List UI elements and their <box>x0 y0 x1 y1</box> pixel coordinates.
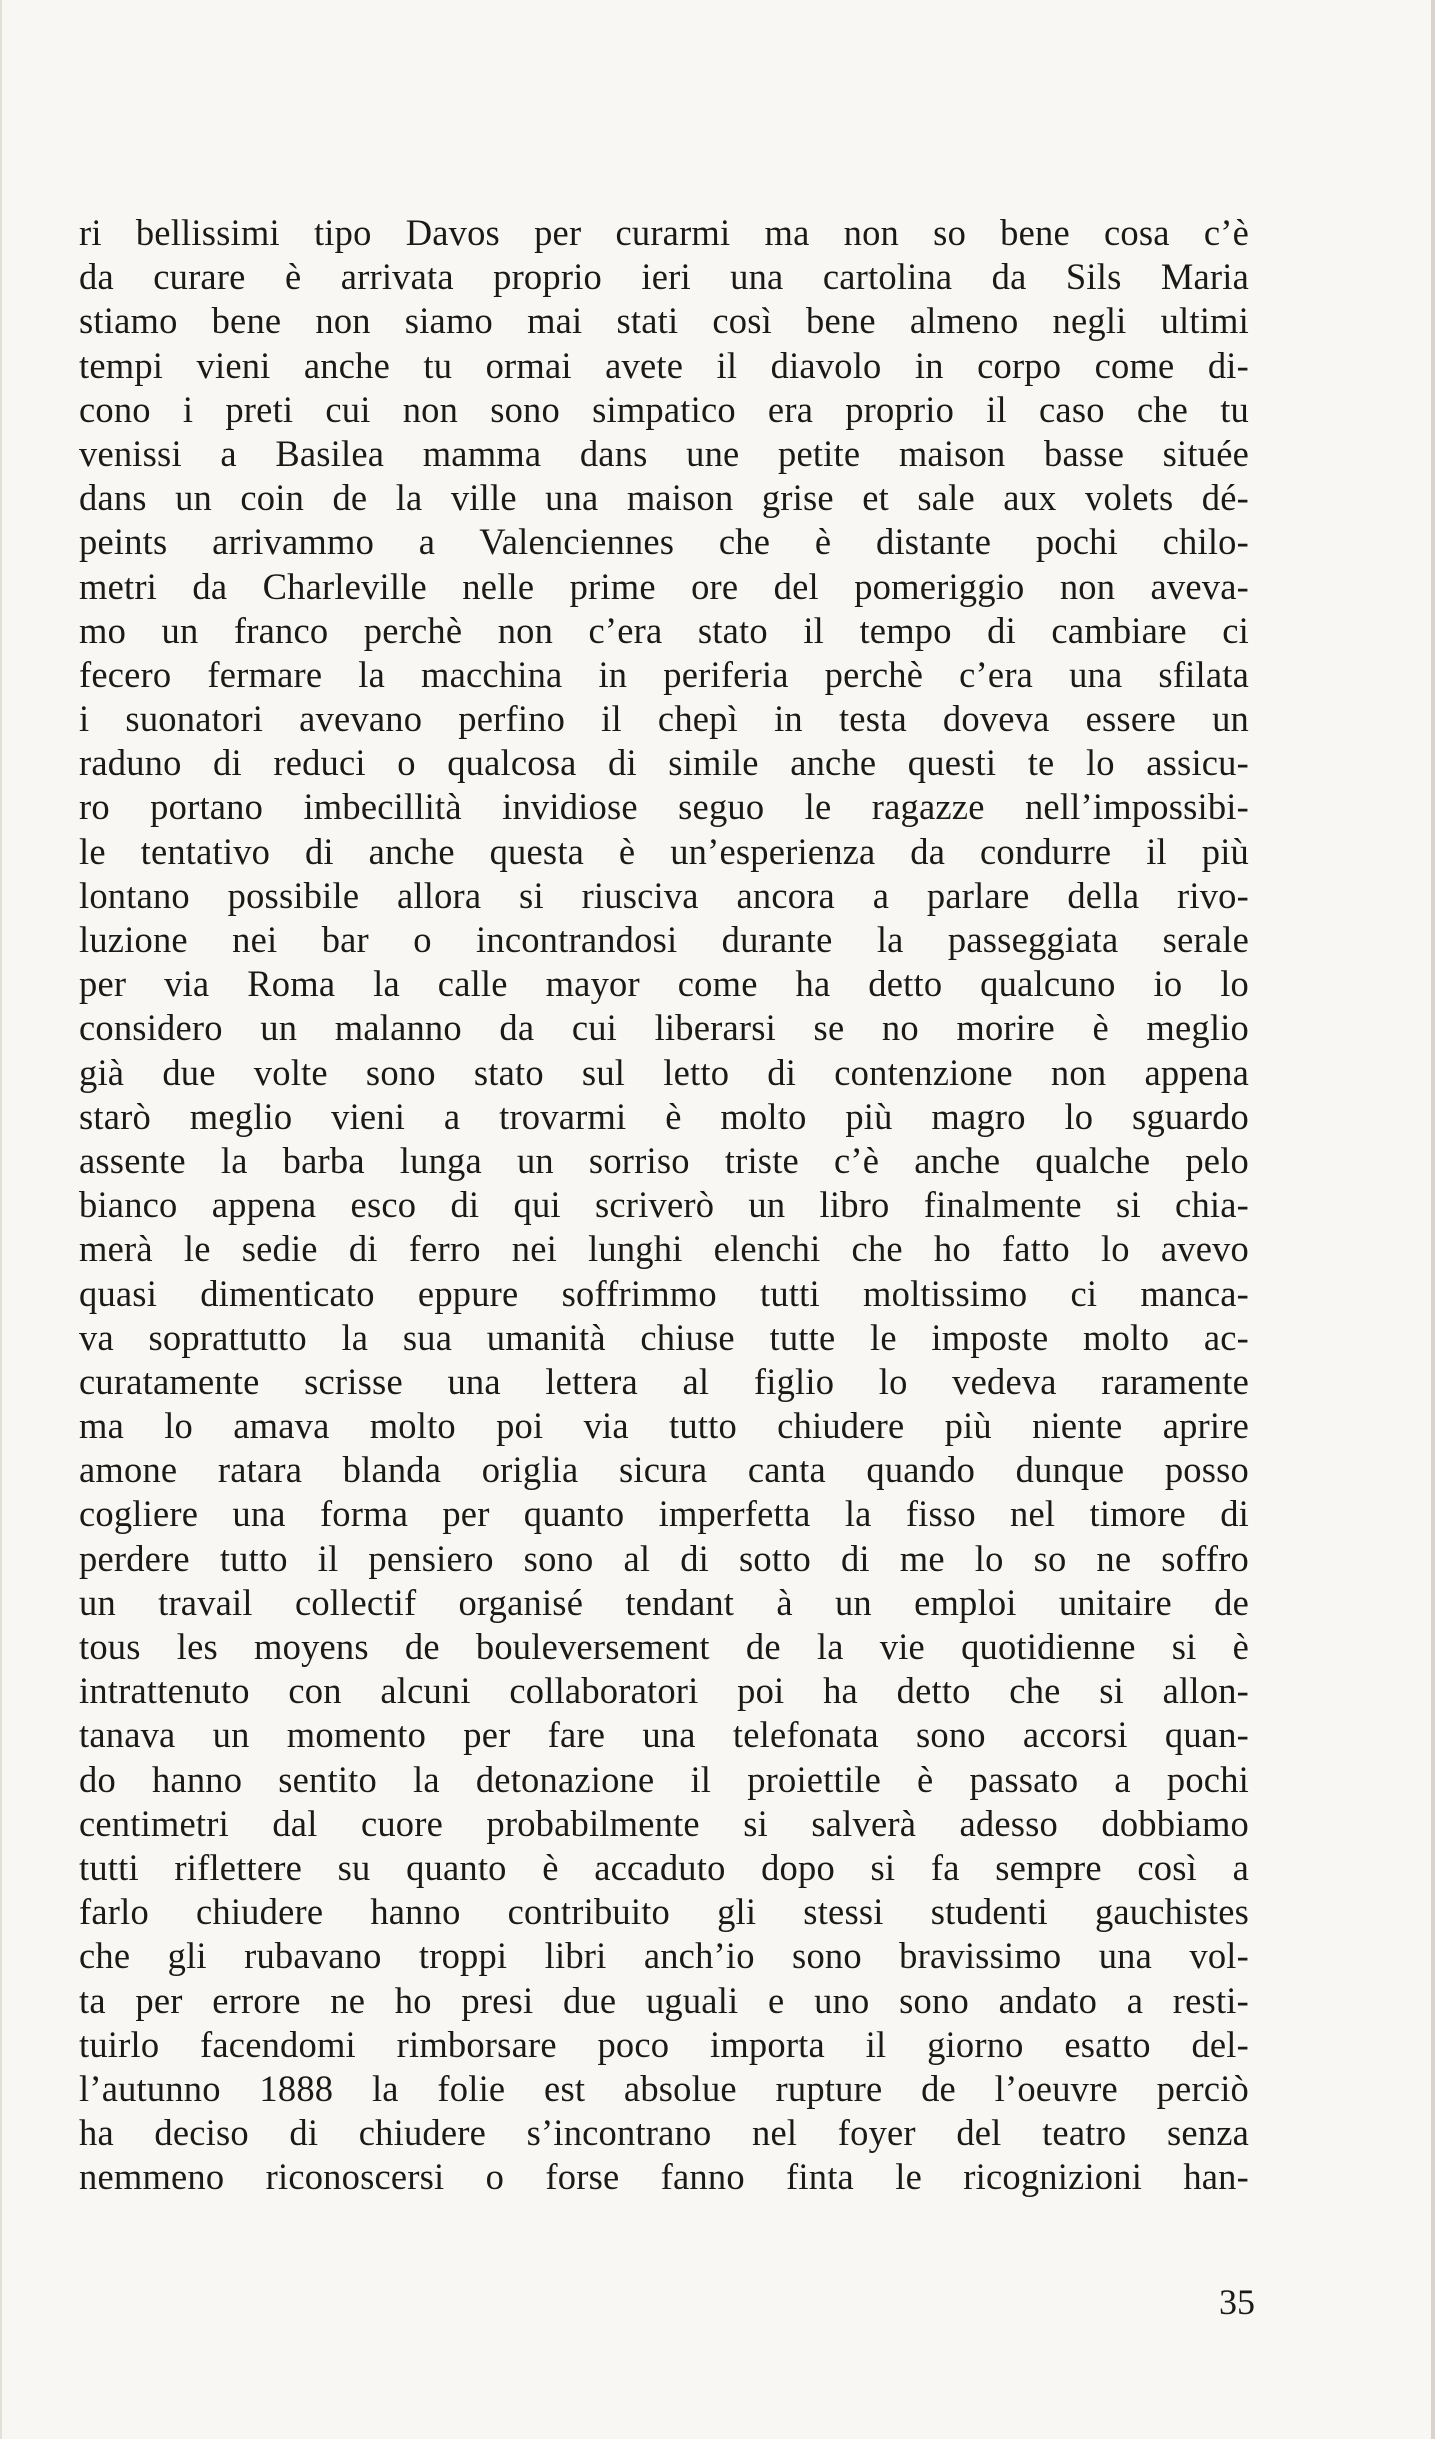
text-line: tempi vieni anche tu ormai avete il diavolo in corpo come di- <box>79 344 1249 386</box>
page-right-edge <box>1431 0 1435 2439</box>
text-line: dans un coin de la ville una maison grise et sale aux volets dé- <box>79 477 1249 519</box>
text-line: cogliere una forma per quanto imperfetta la fisso nel timore di <box>79 1493 1249 1535</box>
text-line: intrattenuto con alcuni collaboratori poi ha detto che si allon- <box>79 1670 1249 1712</box>
text-line: starò meglio vieni a trovarmi è molto più magro lo sguardo <box>79 1095 1249 1137</box>
text-line: i suonatori avevano perfino il chepì in testa doveva essere un <box>79 698 1249 740</box>
text-line: va soprattutto la sua umanità chiuse tutte le imposte molto ac- <box>79 1316 1249 1358</box>
text-line: curatamente scrisse una lettera al figlio lo vedeva raramente <box>79 1360 1249 1402</box>
text-line: lontano possibile allora si riusciva ancora a parlare della rivo- <box>79 874 1249 916</box>
text-line: che gli rubavano troppi libri anch’io sono bravissimo una vol- <box>79 1935 1249 1977</box>
text-line: le tentativo di anche questa è un’esperienza da condurre il più <box>79 830 1249 872</box>
text-line: merà le sedie di ferro nei lunghi elenchi che ho fatto lo avevo <box>79 1228 1249 1270</box>
text-line: stiamo bene non siamo mai stati così bene almeno negli ultimi <box>79 300 1249 342</box>
text-line: bianco appena esco di qui scriverò un libro finalmente si chia- <box>79 1184 1249 1226</box>
text-line: un travail collectif organisé tendant à un emploi unitaire de <box>79 1581 1249 1623</box>
text-line: nemmeno riconoscersi o forse fanno finta le ricognizioni han- <box>79 2156 1249 2198</box>
text-line: tuirlo facendomi rimborsare poco importa il giorno esatto del- <box>79 2023 1249 2065</box>
text-line: l’autunno 1888 la folie est absolue rupture de l’oeuvre perciò <box>79 2067 1249 2109</box>
text-line: quasi dimenticato eppure soffrimmo tutti moltissimo ci manca- <box>79 1272 1249 1314</box>
text-line: centimetri dal cuore probabilmente si salverà adesso dobbiamo <box>79 1802 1249 1844</box>
text-line: raduno di reduci o qualcosa di simile anche questi te lo assicu- <box>79 742 1249 784</box>
text-line: ta per errore ne ho presi due uguali e uno sono andato a resti- <box>79 1979 1249 2021</box>
text-line: assente la barba lunga un sorriso triste c’è anche qualche pelo <box>79 1139 1249 1181</box>
text-line: da curare è arrivata proprio ieri una cartolina da Sils Maria <box>79 256 1249 298</box>
body-text <box>79 211 1249 2199</box>
text-line: ha deciso di chiudere s’incontrano nel foyer del teatro senza <box>79 2112 1249 2154</box>
text-line: metri da Charleville nelle prime ore del pomeriggio non aveva- <box>79 565 1249 607</box>
text-line: do hanno sentito la detonazione il proiettile è passato a pochi <box>79 1758 1249 1800</box>
text-line: considero un malanno da cui liberarsi se no morire è meglio <box>79 1007 1249 1049</box>
text-line: luzione nei bar o incontrandosi durante la passeggiata serale <box>79 919 1249 960</box>
text-line: per via Roma la calle mayor come ha detto qualcuno io lo <box>79 963 1249 1005</box>
text-line: amone ratara blanda origlia sicura canta quando dunque posso <box>79 1449 1249 1491</box>
page-number: 35 <box>1219 2282 1255 2322</box>
text-line: fecero fermare la macchina in periferia perchè c’era una sfilata <box>79 653 1249 695</box>
text-line: venissi a Basilea mamma dans une petite maison basse située <box>79 432 1249 474</box>
text-line: ro portano imbecillità invidiose seguo le ragazze nell’impossibi- <box>79 786 1249 828</box>
text-line: tutti riflettere su quanto è accaduto dopo si fa sempre così a <box>79 1846 1249 1888</box>
text-line: cono i preti cui non sono simpatico era proprio il caso che tu <box>79 388 1249 430</box>
text-line: mo un franco perchè non c’era stato il tempo di cambiare ci <box>79 609 1249 651</box>
text-line: peints arrivammo a Valenciennes che è distante pochi chilo- <box>79 521 1249 563</box>
text-line: tanava un momento per fare una telefonata sono accorsi quan- <box>79 1714 1249 1756</box>
text-line: ma lo amava molto poi via tutto chiudere più niente aprire <box>79 1405 1249 1447</box>
text-line: tous les moyens de bouleversement de la vie quotidienne si è <box>79 1626 1249 1667</box>
text-line: già due volte sono stato sul letto di contenzione non appena <box>79 1051 1249 1093</box>
text-line: farlo chiudere hanno contribuito gli stessi studenti gauchistes <box>79 1891 1249 1933</box>
text-line: ri bellissimi tipo Davos per curarmi ma non so bene cosa c’è <box>79 212 1249 253</box>
page-left-edge <box>0 0 2 2439</box>
text-line: perdere tutto il pensiero sono al di sotto di me lo so ne soffro <box>79 1537 1249 1579</box>
